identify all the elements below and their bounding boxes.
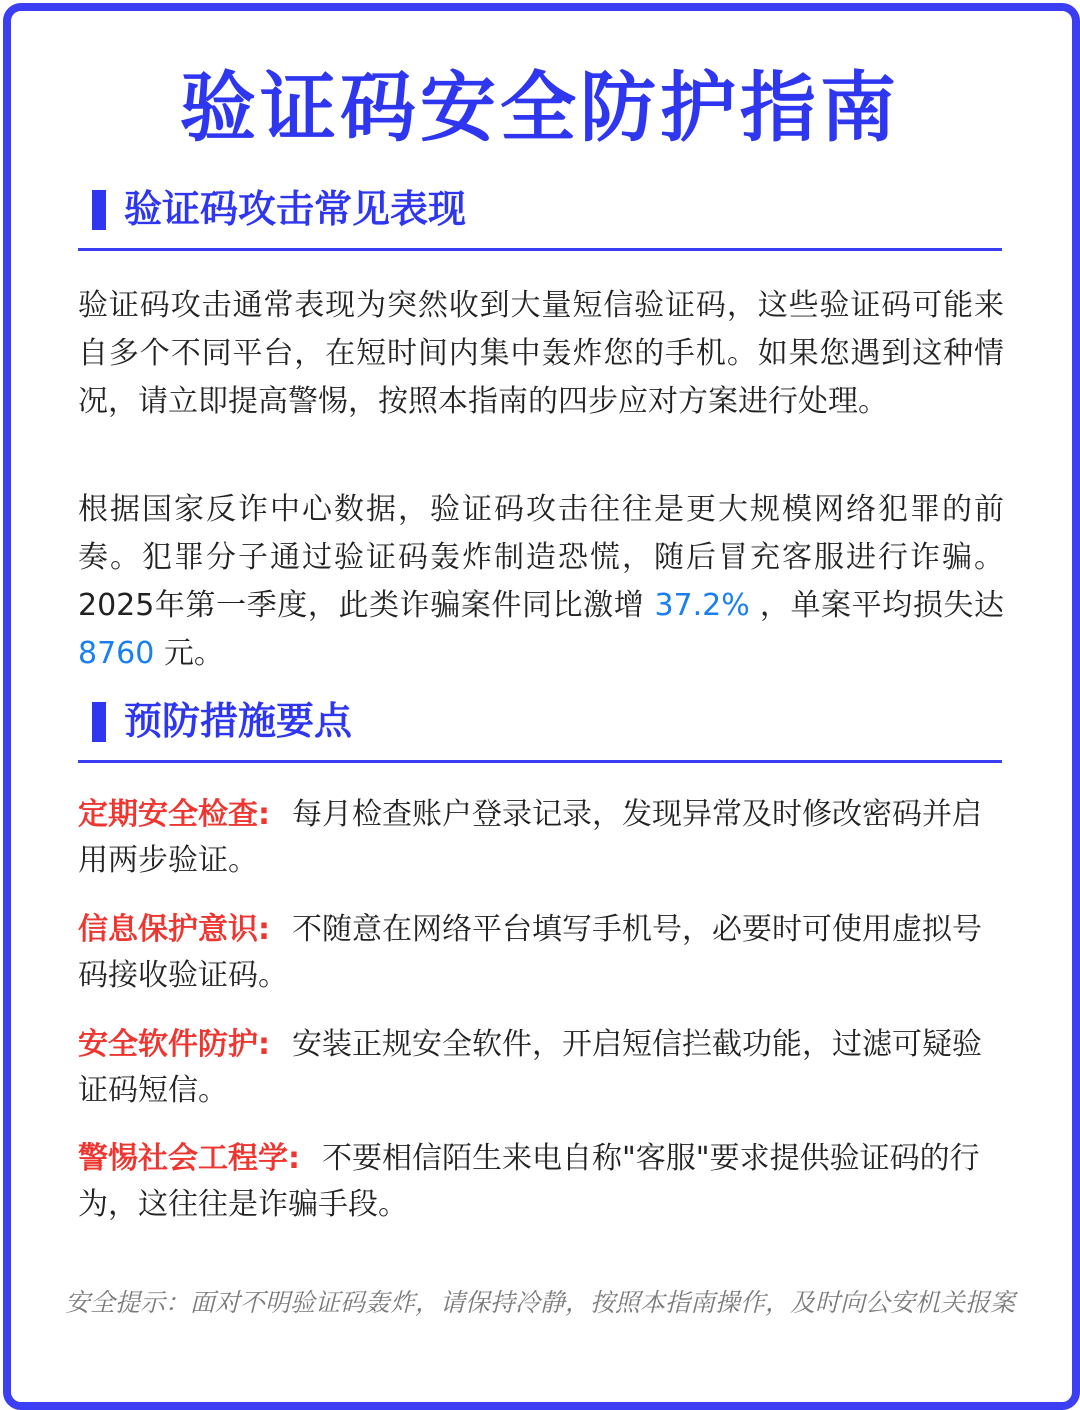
prevention-item-text: 不要相信陌生来电自称"客服"要求提供验证码的行为，这往往是诈骗手段。 bbox=[78, 1141, 980, 1222]
prevention-item bbox=[78, 1136, 1004, 1228]
prevention-item-key: 信息保护意识: bbox=[78, 912, 270, 947]
prevention-item bbox=[78, 907, 1004, 999]
section-title: 验证码攻击常见表现 bbox=[124, 187, 467, 231]
section-header-prevention bbox=[78, 700, 1002, 763]
prevention-item-key: 定期安全检查: bbox=[78, 797, 270, 832]
prevention-item bbox=[78, 792, 1004, 884]
stat-text-part2: ，单案平均损失达 bbox=[749, 588, 1004, 623]
stat-growth-rate: 37.2% bbox=[654, 588, 750, 623]
section-title: 预防措施要点 bbox=[124, 699, 353, 743]
prevention-item bbox=[78, 1022, 1004, 1114]
paragraph-statistics bbox=[78, 486, 1004, 678]
section-header-attack-signs bbox=[78, 188, 1002, 251]
stat-text-part3: 元。 bbox=[154, 636, 224, 671]
section-marker-bar bbox=[92, 702, 106, 742]
prevention-item-text: 不随意在网络平台填写手机号，必要时可使用虚拟号码接收验证码。 bbox=[78, 912, 982, 993]
safety-tip-footer: 安全提示：面对不明验证码轰炸，请保持冷静，按照本指南操作，及时向公安机关报案 bbox=[64, 1288, 1015, 1317]
stat-average-loss: 8760 bbox=[78, 636, 155, 671]
section-marker-bar bbox=[92, 190, 106, 230]
prevention-item-text: 每月检查账户登录记录，发现异常及时修改密码并启用两步验证。 bbox=[78, 797, 982, 878]
prevention-item-text: 安装正规安全软件，开启短信拦截功能，过滤可疑验证码短信。 bbox=[78, 1027, 982, 1108]
prevention-item-key: 警惕社会工程学: bbox=[78, 1141, 300, 1176]
stat-text-part1: 根据国家反诈中心数据，验证码攻击往往是更大规模网络犯罪的前奏。犯罪分子通过验证码轰炸制造恐慌，随后冒充客服进行诈骗。2025年第一季度，此类诈骗案件同比激增 bbox=[78, 492, 1004, 623]
prevention-item-key: 安全软件防护: bbox=[78, 1027, 270, 1062]
page-title: 验证码安全防护指南 bbox=[180, 63, 900, 152]
paragraph-attack-description: 验证码攻击通常表现为突然收到大量短信验证码，这些验证码可能来自多个不同平台，在短时间内集中轰炸您的手机。如果您遇到这种情况，请立即提高警惕，按照本指南的四步应对方案进行处理。 bbox=[78, 288, 1004, 419]
